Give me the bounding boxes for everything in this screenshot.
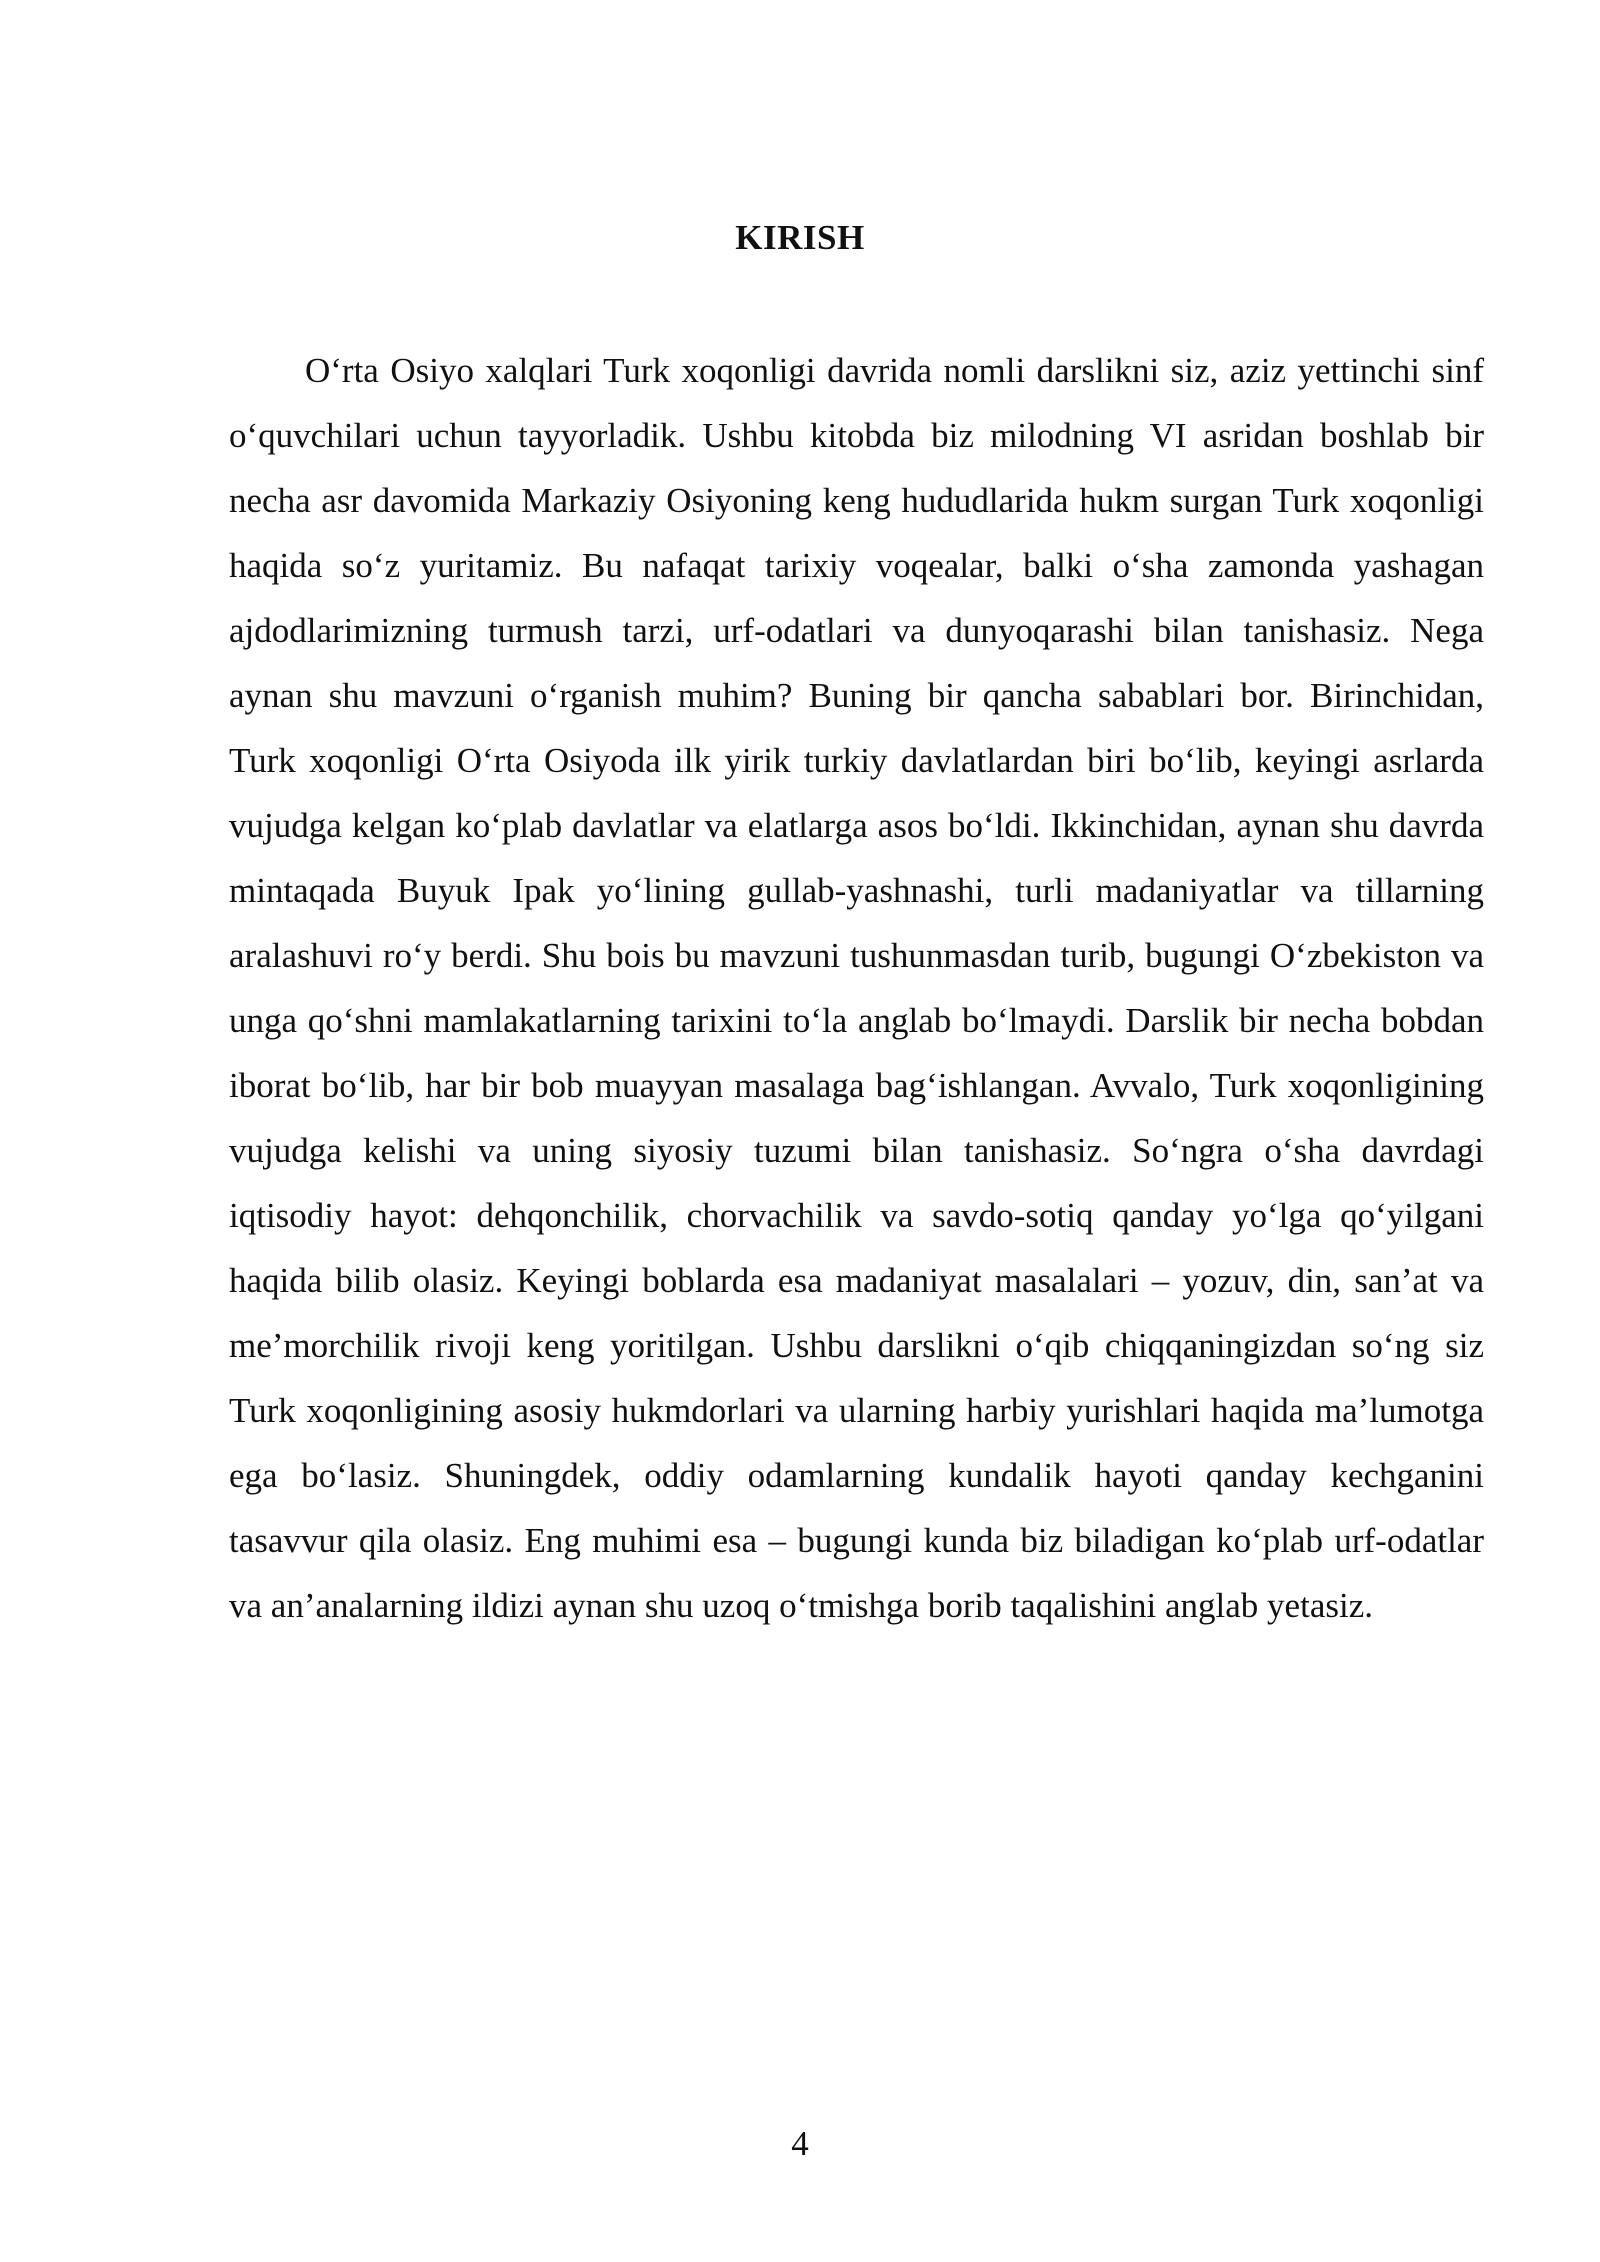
page-title: KIRISH [735,218,865,257]
page-number: 4 [791,2124,809,2163]
body-paragraph: O‘rta Osiyo xalqlari Turk xoqonligi davrida nomli darslikni siz, aziz yettinchi sinf o‘quvchilari uchun tayyorladik. Ushbu kitobda biz milodning VI asridan boshlab bir necha asr davomida Markaziy Osiyoning keng hududlarida hukm surgan Turk xoqonligi haqida so‘z yuritamiz. Bu nafaqat tarixiy voqealar, balki o‘sha zamonda yashagan ajdodlarimizning turmush tarzi, urf-odatlari va dunyoqarashi bilan tanishasiz. Nega aynan shu mavzuni o‘rganish muhim? Buning bir qancha sabablari bor. Birinchidan, Turk xoqonligi O‘rta Osiyoda ilk yirik turkiy davlatlardan biri bo‘lib, keyingi asrlarda vujudga kelgan ko‘plab davlatlar va elatlarga asos bo‘ldi. Ikkinchidan, aynan shu davrda mintaqada Buyuk Ipak yo‘lining gullab-yashnashi, turli madaniyatlar va tillarning aralashuvi ro‘y berdi. Shu bois bu mavzuni tushunmasdan turib, bugungi O‘zbekiston va unga qo‘shni mamlakatlarning tarixini to‘la anglab bo‘lmaydi. Darslik bir necha bobdan iborat bo‘lib, har bir bob muayyan masalaga bag‘ishlangan. Avvalo, Turk xoqonligining vujudga kelishi va uning siyosiy tuzumi bilan tanishasiz. So‘ngra o‘sha davrdagi iqtisodiy hayot: dehqonchilik, chorvachilik va savdo-sotiq qanday yo‘lga qo‘yilgani haqida bilib olasiz. Keyingi boblarda esa madaniyat masalalari – yozuv, din, san’at va me’morchilik rivoji keng yoritilgan. Ushbu darslikni o‘qib chiqqaningizdan so‘ng siz Turk xoqonligining asosiy hukmdorlari va ularning harbiy yurishlari haqida ma’lumotga ega bo‘lasiz. Shuningdek, oddiy odamlarning kundalik hayoti qanday kechganini tasavvur qila olasiz. Eng muhimi esa – bugungi kunda biz biladigan ko‘plab urf-odatlar va an’analarning ildizi aynan shu uzoq o‘tmishga borib taqalishini anglab yetasiz. [229,351,1484,1625]
